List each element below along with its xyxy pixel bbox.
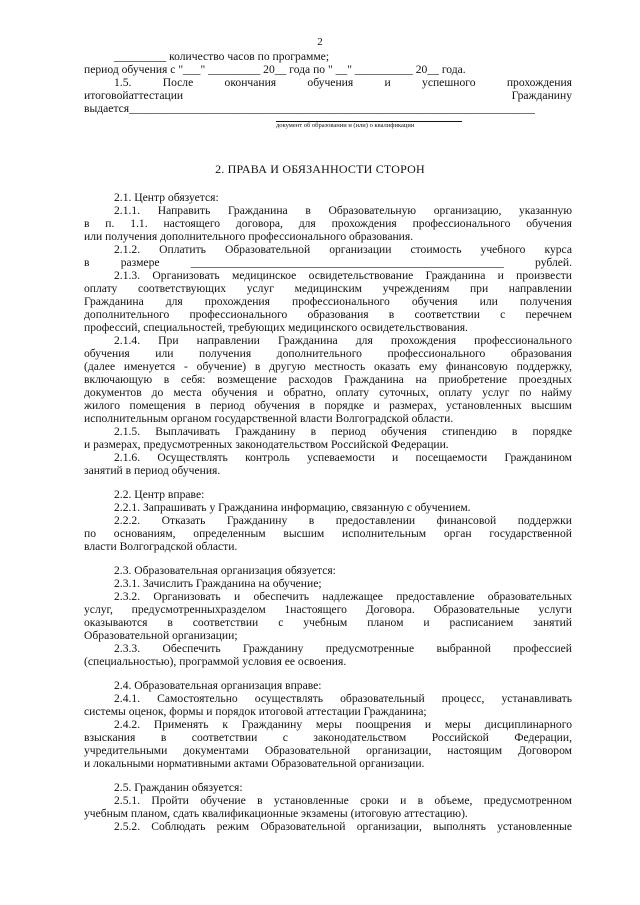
text-line: документов до места обучения и обратно, оплату суточных, оплату услуг по найму — [84, 386, 572, 399]
text-line: обучения или получения дополнительного профессионального образования — [84, 347, 572, 360]
text-line: 2.3.2. Организовать и обеспечить надлежащее предоставление образовательных — [114, 590, 572, 603]
text-line: 2.3. Образовательная организация обязуется: — [114, 564, 336, 577]
text-line: взыскания в соответствии с законодательством Российской Федерации, — [84, 731, 572, 744]
text-line: 2.1.6. Осуществлять контроль успеваемости и посещаемости Гражданином — [114, 451, 572, 464]
text-line: 2.1.2. Оплатить Образовательной организации стоимость учебного курса — [114, 243, 572, 256]
text-line: итоговойаттестации Гражданину — [84, 89, 572, 102]
text-line: и размерах, предусмотренных законодательством Российской Федерации. — [84, 438, 449, 451]
text-line: жилого помещения в период обучения в порядке и размерах, установленных высшим — [84, 399, 572, 412]
text-line: 2.4.1. Самостоятельно осуществлять образовательный процесс, устанавливать — [114, 692, 572, 705]
text-line: по основаниям, определенным высшим исполнительным орган государственной — [84, 527, 572, 540]
text-line: 2.2.2. Отказать Гражданину в предоставлении финансовой поддержки — [114, 514, 572, 527]
text-line: и локальными нормативными актами Образовательной организации. — [84, 757, 425, 770]
text-line: власти Волгоградской области. — [84, 540, 238, 553]
text-line: 2.5. Гражданин обязуется: — [114, 781, 243, 794]
text-line: исполнительным органом государственной власти Волгоградской области. — [84, 412, 454, 425]
text-line: оказываются в соответствии с учебным планом и расписанием занятий — [84, 616, 572, 629]
text-line: услуг, предусмотренныхразделом 1настоящего Договора. Образовательные услуги — [84, 603, 572, 616]
text-line: занятий в период обучения. — [84, 464, 221, 477]
document-note: документ об образовании и (или) о квалификации — [276, 121, 462, 129]
text-line: Гражданина для прохождения профессионального обучения или получения — [84, 295, 572, 308]
text-line: учебным планом, сдать квалификационные экзамены (итоговую аттестацию). — [84, 807, 468, 820]
text-line: 2.1.3. Организовать медицинское освидетельствование Гражданина и произвести — [114, 269, 572, 282]
text-line: профессий, специальностей, требующих медицинского освидетельствования. — [84, 321, 468, 334]
text-line: учредительными документами Образовательной организации, настоящим Договором — [84, 744, 572, 757]
text-line: системы оценок, формы и порядок итоговой аттестации Гражданина; — [84, 705, 427, 718]
text-line: 2.5.2. Соблюдать режим Образовательной организации, выполнять установленные — [114, 820, 572, 833]
text-line: 1.5. После окончания обучения и успешного прохождения — [114, 76, 572, 89]
text-line: оплату соответствующих услуг медицинским учреждениям при направлении — [84, 282, 572, 295]
text-line: 2.5.1. Пройти обучение в установленные сроки и в объеме, предусмотренном — [114, 794, 572, 807]
text-line: 2.2. Центр вправе: — [114, 488, 205, 501]
text-line: 2.3.3. Обеспечить Гражданину предусмотренные выбранной профессией — [114, 642, 572, 655]
text-line: выдается______________________________________________________________________ — [84, 102, 535, 115]
text-line: 2.2.1. Запрашивать у Гражданина информацию, связанную с обучением. — [114, 501, 471, 514]
text-line: Образовательной организации; — [84, 629, 238, 642]
text-line: 2.1.1. Направить Гражданина в Образовательную организацию, указанную — [114, 204, 572, 217]
text-line: 2.1.4. При направлении Гражданина для прохождения профессионального — [114, 334, 572, 347]
text-line: _________ количество часов по программе; — [114, 50, 330, 63]
text-line: 2.4. Образовательная организация вправе: — [114, 679, 322, 692]
text-line: период обучения с "___" _________ 20__ года по " __" __________ 20__ года. — [84, 63, 466, 76]
text-line: или получения дополнительного профессионального образования. — [84, 230, 414, 243]
text-line: 2.1.5. Выплачивать Гражданину в период обучения стипендию в порядке — [114, 425, 572, 438]
text-line: включающую в себя: возмещение расходов Гражданина на приобретение проездных — [84, 373, 572, 386]
text-line: 2.1. Центр обязуется: — [114, 191, 219, 204]
text-line: (специальностью), программой условия ее освоения. — [84, 655, 347, 668]
page-number: 2 — [317, 36, 323, 48]
text-line: (далее именуется - обучение) в другую местность оказать ему финансовую поддержку, — [84, 360, 572, 373]
text-line: дополнительного профессионального образования в соответствии с перечнем — [84, 308, 572, 321]
text-line: 2.4.2. Применять к Гражданину меры поощрения и меры дисциплинарного — [114, 718, 572, 731]
text-line: в размере ______________________________________________________ рублей. — [84, 256, 572, 269]
text-line: в п. 1.1. настоящего договора, для прохождения профессионального обучения — [84, 217, 572, 230]
section-title: 2. ПРАВА И ОБЯЗАННОСТИ СТОРОН — [215, 162, 425, 176]
text-line: 2.3.1. Зачислить Гражданина на обучение; — [114, 577, 322, 590]
